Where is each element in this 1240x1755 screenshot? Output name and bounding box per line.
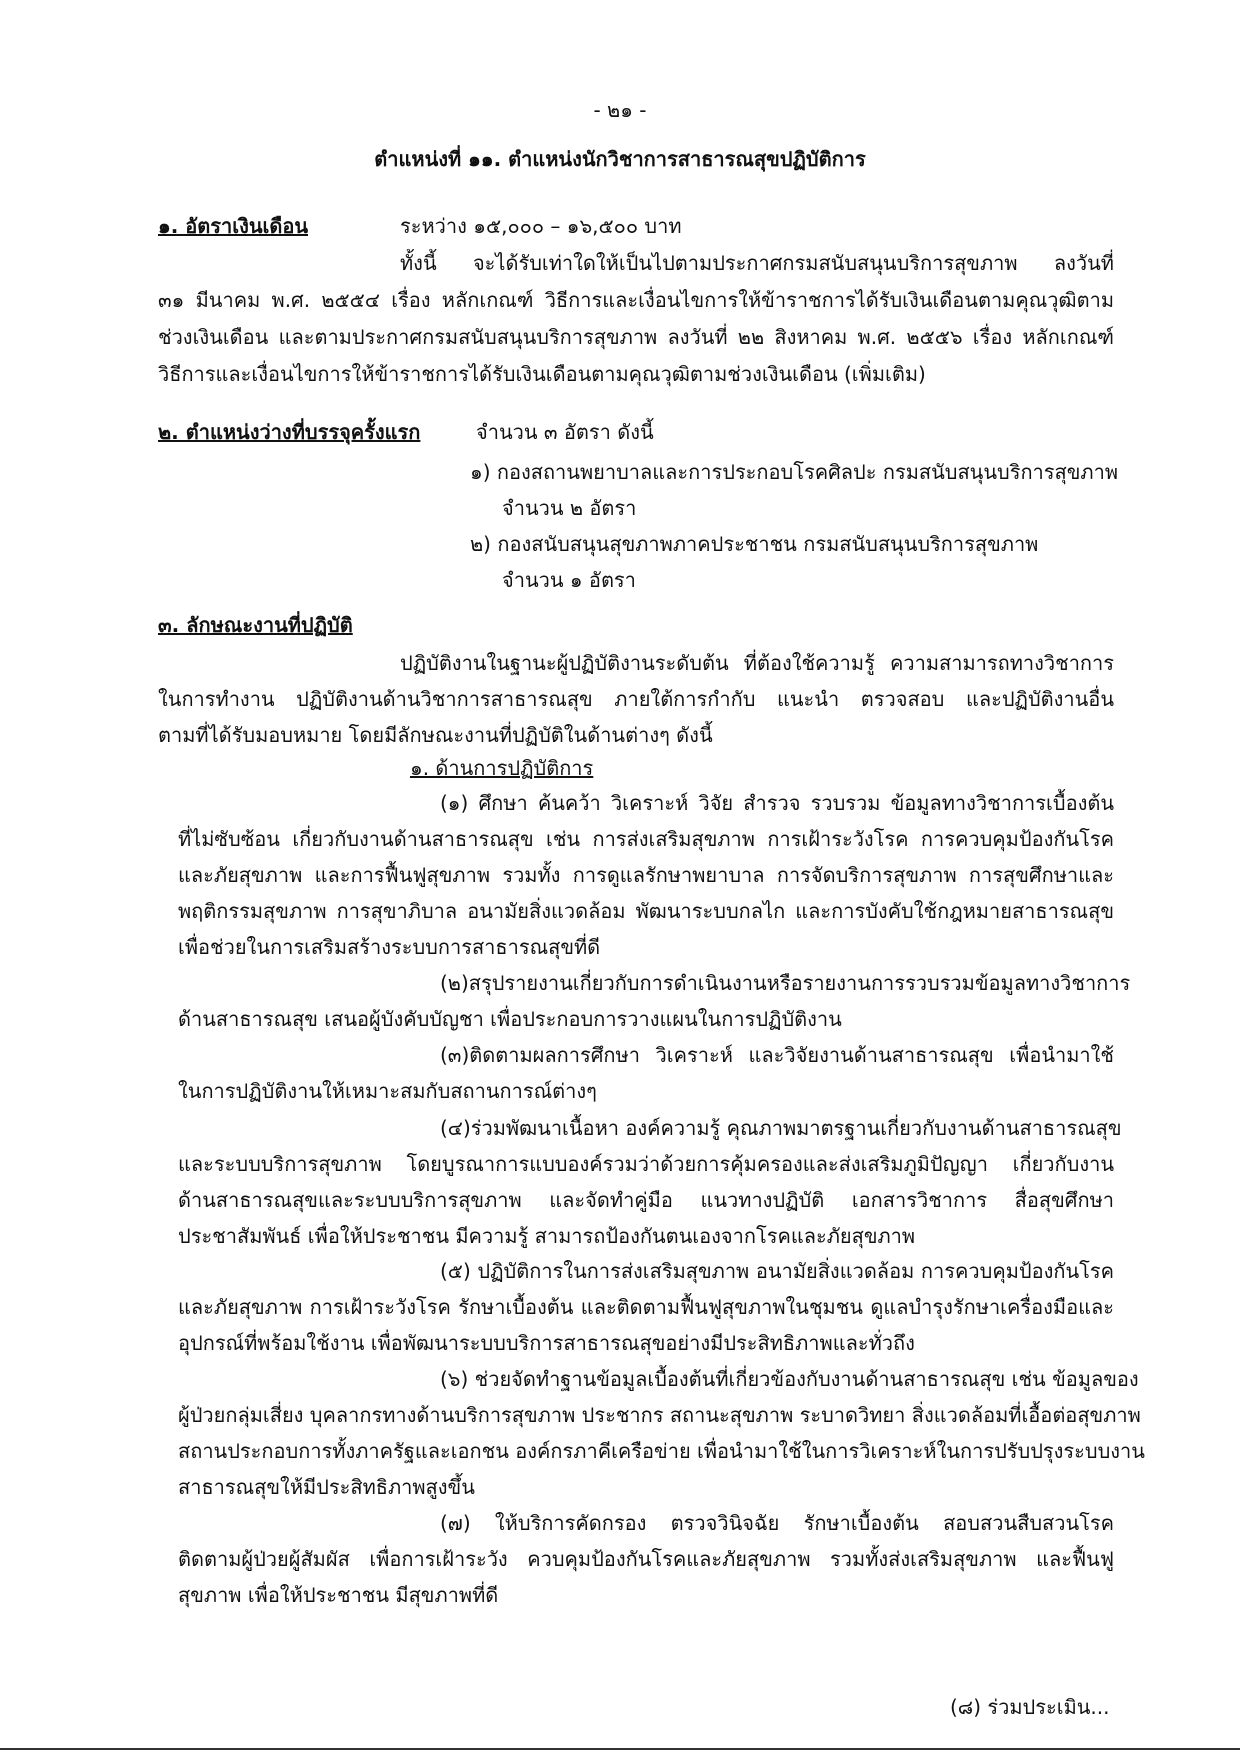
duties-section-label: ๓. ลักษณะงานที่ปฏิบัติ [158, 613, 353, 637]
duty-item-line: (๗) ให้บริการคัดกรอง ตรวจวินิจฉัย รักษาเบื้องต้น สอบสวนสืบสวนโรค [440, 1511, 1114, 1535]
duty-item-line: ที่ไม่ซับซ้อน เกี่ยวกับงานด้านสาธารณสุข เช่น การส่งเสริมสุขภาพ การเฝ้าระวังโรค การควบคุมป้องกันโรค [178, 827, 1114, 851]
duty-item-line: ด้านสาธารณสุขและระบบบริการสุขภาพ และจัดทำคู่มือ แนวทางปฏิบัติ เอกสารวิชาการ สื่อสุขศึกษา [178, 1188, 1114, 1212]
page-title: ตำแหน่งที่ ๑๑. ตำแหน่งนักวิชาการสาธารณสุขปฏิบัติการ [374, 147, 866, 171]
duty-item-line: และภัยสุขภาพ การเฝ้าระวังโรค รักษาเบื้องต้น และติดตามฟื้นฟูสุขภาพในชุมชน ดูแลบำรุงรักษาเครื่องมือและ [178, 1295, 1114, 1319]
duty-item-line: ติดตามผู้ป่วยผู้สัมผัส เพื่อการเฝ้าระวัง ควบคุมป้องกันโรคและภัยสุขภาพ รวมทั้งส่งเสริมสุขภาพ และฟื้นฟู [178, 1547, 1114, 1571]
duty-item-line: (๔)ร่วมพัฒนาเนื้อหา องค์ความรู้ คุณภาพมาตรฐานเกี่ยวกับงานด้านสาธารณสุข [440, 1116, 1122, 1140]
vacancy-item-count: จำนวน ๑ อัตรา [502, 568, 636, 592]
vacancy-item-count: จำนวน ๒ อัตรา [502, 496, 637, 520]
duty-item-line: และภัยสุขภาพ และการฟื้นฟูสุขภาพ รวมทั้ง การดูแลรักษาพยาบาล การจัดบริการสุขภาพ การสุขศึกษาและ [178, 863, 1115, 887]
paragraph-line: ปฏิบัติงานในฐานะผู้ปฏิบัติงานระดับต้น ที่ต้องใช้ความรู้ ความสามารถทางวิชาการ [400, 651, 1114, 675]
duty-item-line: ด้านสาธารณสุข เสนอผู้บังคับบัญชา เพื่อประกอบการวางแผนในการปฏิบัติงาน [178, 1007, 842, 1031]
duty-item-line: และระบบบริการสุขภาพ โดยบูรณาการแบบองค์รวมว่าด้วยการคุ้มครองและส่งเสริมภูมิปัญญา เกี่ยวกับงาน [178, 1152, 1114, 1176]
bottom-rule [0, 1748, 1240, 1750]
paragraph-line: วิธีการและเงื่อนไขการให้ข้าราชการได้รับเงินเดือนตามคุณวุฒิตามช่วงเงินเดือน (เพิ่มเติม) [158, 362, 926, 386]
paragraph-line: ช่วงเงินเดือน และตามประกาศกรมสนับสนุนบริการสุขภาพ ลงวันที่ ๒๒ สิงหาคม พ.ศ. ๒๕๕๖ เรื่อง หลักเกณฑ์ [158, 325, 1114, 349]
vacancy-section-label: ๒. ตำแหน่งว่างที่บรรจุครั้งแรก [158, 420, 421, 444]
duty-item-line: (๖) ช่วยจัดทำฐานข้อมูลเบื้องต้นที่เกี่ยวข้องกับงานด้านสาธารณสุข เช่น ข้อมูลของ [440, 1367, 1139, 1391]
vacancy-item-name: ๒) กองสนับสนุนสุขภาพภาคประชาชน กรมสนับสนุนบริการสุขภาพ [470, 532, 1039, 556]
duty-item-line: อุปกรณ์ที่พร้อมใช้งาน เพื่อพัฒนาระบบบริการสาธารณสุขอย่างมีประสิทธิภาพและทั่วถึง [178, 1331, 915, 1355]
duty-item-line: สุขภาพ เพื่อให้ประชาชน มีสุขภาพที่ดี [178, 1583, 499, 1607]
duty-item-line: (๕) ปฏิบัติการในการส่งเสริมสุขภาพ อนามัยสิ่งแวดล้อม การควบคุมป้องกันโรค [440, 1259, 1114, 1283]
paragraph-line: ตามที่ได้รับมอบหมาย โดยมีลักษณะงานที่ปฏิบัติในด้านต่างๆ ดังนี้ [158, 723, 713, 747]
vacancy-item-name: ๑) กองสถานพยาบาลและการประกอบโรคศิลปะ กรมสนับสนุนบริการสุขภาพ [470, 460, 1119, 484]
duty-item-line: เพื่อช่วยในการเสริมสร้างระบบการสาธารณสุขที่ดี [178, 935, 601, 959]
paragraph-line: ทั้งนี้ จะได้รับเท่าใดให้เป็นไปตามประกาศกรมสนับสนุนบริการสุขภาพ ลงวันที่ [400, 251, 1114, 275]
duty-item-line: ในการปฏิบัติงานให้เหมาะสมกับสถานการณ์ต่างๆ [178, 1079, 597, 1103]
duty-item-line: ผู้ป่วยกลุ่มเสี่ยง บุคลากรทางด้านบริการสุขภาพ ประชากร สถานะสุขภาพ ระบาดวิทยา สิ่งแวดล้อมที่เอื้อต่อสุขภาพ [178, 1403, 1141, 1427]
duty-item-line: (๓)ติดตามผลการศึกษา วิเคราะห์ และวิจัยงานด้านสาธารณสุข เพื่อนำมาใช้ [440, 1043, 1114, 1067]
salary-range: ระหว่าง ๑๕,๐๐๐ – ๑๖,๕๐๐ บาท [400, 214, 682, 238]
duties-subheading: ๑. ด้านการปฏิบัติการ [410, 756, 594, 780]
salary-section-label: ๑. อัตราเงินเดือน [158, 214, 309, 238]
duty-item-line: สถานประกอบการทั้งภาครัฐและเอกชน องค์กรภาคีเครือข่าย เพื่อนำมาใช้ในการวิเคราะห์ในการปรับปรุงระบบงาน [178, 1439, 1145, 1463]
duty-item-line: (๑) ศึกษา ค้นคว้า วิเคราะห์ วิจัย สำรวจ รวบรวม ข้อมูลทางวิชาการเบื้องต้น [440, 791, 1114, 815]
vacancy-count: จำนวน ๓ อัตรา ดังนี้ [476, 420, 654, 444]
paragraph-line: ในการทำงาน ปฏิบัติงานด้านวิชาการสาธารณสุข ภายใต้การกำกับ แนะนำ ตรวจสอบ และปฏิบัติงานอื่น [158, 687, 1114, 711]
duty-item-line: (๒)สรุปรายงานเกี่ยวกับการดำเนินงานหรือรายงานการรวบรวมข้อมูลทางวิชาการ [440, 971, 1131, 995]
duty-item-line: สาธารณสุขให้มีประสิทธิภาพสูงขึ้น [178, 1475, 475, 1499]
duty-item-line: ประชาสัมพันธ์ เพื่อให้ประชาชน มีความรู้ สามารถป้องกันตนเองจากโรคและภัยสุขภาพ [178, 1224, 916, 1248]
paragraph-line: ๓๑ มีนาคม พ.ศ. ๒๕๕๔ เรื่อง หลักเกณฑ์ วิธีการและเงื่อนไขการให้ข้าราชการได้รับเงินเดือนตามคุณวุฒิตาม [158, 288, 1114, 312]
page-number: - ๒๑ - [593, 98, 647, 122]
duty-item-line: พฤติกรรมสุขภาพ การสุขาภิบาล อนามัยสิ่งแวดล้อม พัฒนาระบบกลไก และการบังคับใช้กฎหมายสาธารณสุข [178, 899, 1114, 923]
continuation-note: (๘) ร่วมประเมิน... [950, 1695, 1110, 1719]
